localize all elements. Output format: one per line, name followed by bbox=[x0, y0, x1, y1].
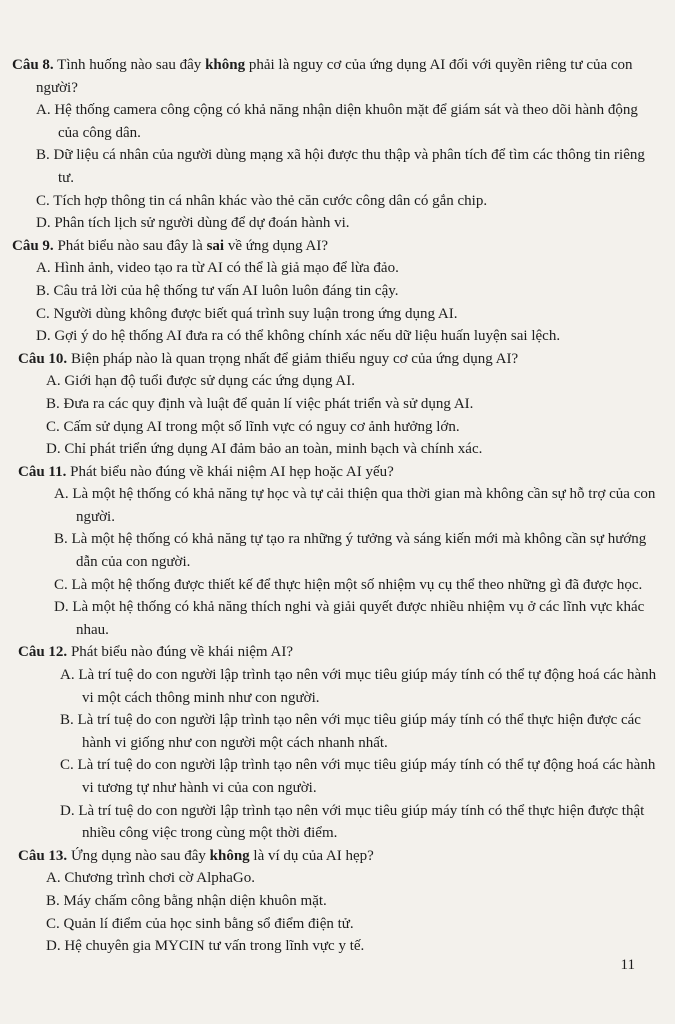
question-number: Câu 10. bbox=[18, 350, 68, 367]
question-8 bbox=[12, 54, 662, 235]
stem-text: Ứng dụng nào sau đây bbox=[67, 847, 210, 864]
option-b: B. Là một hệ thống có khả năng tự tạo ra những ý tưởng và sáng kiến mới mà không cần sự hướng dẫn của con người. bbox=[54, 531, 647, 571]
question-11 bbox=[12, 461, 662, 642]
option-a: A. Hình ảnh, video tạo ra từ AI có thể là giả mạo để lừa đảo. bbox=[36, 260, 399, 277]
stem-text: Phát biểu nào đúng về khái niệm AI hẹp hoặc AI yếu? bbox=[66, 463, 394, 480]
stem-text: Phát biểu nào đúng về khái niệm AI? bbox=[67, 644, 293, 661]
option-d: D. Là trí tuệ do con người lập trình tạo nên với mục tiêu giúp máy tính có thể thực hiện được thật nhiều công việc trong cùng một thời điểm. bbox=[60, 802, 645, 842]
option-a: A. Hệ thống camera công cộng có khả năng nhận diện khuôn mặt để giám sát và theo dõi hành động của công dân. bbox=[36, 102, 638, 141]
question-number: Câu 12. bbox=[18, 644, 68, 661]
option-c: C. Người dùng không được biết quá trình suy luận trong ứng dụng AI. bbox=[36, 305, 458, 322]
option-d: D. Gợi ý do hệ thống AI đưa ra có thể không chính xác nếu dữ liệu huấn luyện sai lệch. bbox=[36, 328, 561, 345]
question-number: Câu 13. bbox=[18, 847, 68, 864]
option-d: D. Là một hệ thống có khả năng thích nghi và giải quyết được nhiều nhiệm vụ ở các lĩnh vực khác nhau. bbox=[54, 599, 645, 638]
stem-text: Biện pháp nào là quan trọng nhất để giảm thiểu nguy cơ của ứng dụng AI? bbox=[67, 350, 519, 367]
stem-text: Tình huống nào sau đây bbox=[53, 57, 206, 73]
page-number: 11 bbox=[620, 957, 635, 973]
question-13 bbox=[12, 845, 662, 958]
option-a: A. Là trí tuệ do con người lập trình tạo nên với mục tiêu giúp máy tính có thể tự động hoá các hành vi một cách thông minh như con người. bbox=[60, 667, 657, 706]
option-d: D. Chỉ phát triển ứng dụng AI đảm bảo an toàn, minh bạch và chính xác. bbox=[46, 441, 483, 458]
question-10 bbox=[12, 348, 662, 461]
question-stem bbox=[12, 235, 662, 258]
stem-bold: không bbox=[209, 847, 250, 864]
question-stem bbox=[12, 54, 662, 99]
question-9 bbox=[12, 235, 662, 348]
question-stem bbox=[12, 461, 662, 484]
option-d: D. Hệ chuyên gia MYCIN tư vấn trong lĩnh vực y tế. bbox=[46, 938, 365, 955]
option-a: A. Chương trình chơi cờ AlphaGo. bbox=[46, 870, 255, 887]
option-c: C. Là một hệ thống được thiết kế để thực hiện một số nhiệm vụ cụ thể theo những gì đã được học. bbox=[54, 576, 643, 593]
question-stem bbox=[12, 845, 662, 868]
option-d: D. Phân tích lịch sử người dùng để dự đoán hành vi. bbox=[36, 215, 350, 232]
stem-bold: sai bbox=[206, 237, 225, 254]
stem-text: phải là nguy cơ của ứng dụng AI đối với quyền riêng tư của con người? bbox=[36, 57, 633, 96]
question-stem bbox=[12, 641, 662, 664]
option-b: B. Câu trả lời của hệ thống tư vấn AI luôn luôn đáng tin cậy. bbox=[36, 282, 399, 299]
question-stem bbox=[12, 348, 662, 371]
option-c: C. Quản lí điểm của học sinh bằng sổ điểm điện tử. bbox=[46, 915, 354, 932]
option-a: A. Giới hạn độ tuổi được sử dụng các ứng dụng AI. bbox=[46, 373, 355, 390]
question-list bbox=[12, 54, 662, 958]
option-b: B. Máy chấm công bằng nhận diện khuôn mặt. bbox=[46, 892, 327, 909]
question-number: Câu 8. bbox=[12, 57, 54, 73]
stem-text: là ví dụ của AI hẹp? bbox=[249, 847, 374, 864]
question-number: Câu 11. bbox=[18, 463, 67, 480]
option-c: C. Là trí tuệ do con người lập trình tạo nên với mục tiêu giúp máy tính có thể tự động hoá các hành vi tương tự như hành vi của con người. bbox=[60, 757, 656, 796]
question-12 bbox=[12, 641, 662, 844]
stem-text: Phát biểu nào sau đây là bbox=[53, 237, 207, 254]
option-c: C. Cấm sử dụng AI trong một số lĩnh vực có nguy cơ ảnh hưởng lớn. bbox=[46, 418, 460, 435]
option-b: B. Đưa ra các quy định và luật để quản lí việc phát triển và sử dụng AI. bbox=[46, 395, 474, 412]
option-b: B. Là trí tuệ do con người lập trình tạo nên với mục tiêu giúp máy tính có thể thực hiện được các hành vi giống như con người một cách nhanh nhất. bbox=[60, 712, 641, 751]
option-b: B. Dữ liệu cá nhân của người dùng mạng xã hội được thu thập và phân tích để tìm các thông tin riêng tư. bbox=[36, 147, 645, 186]
question-number: Câu 9. bbox=[12, 237, 54, 254]
option-a: A. Là một hệ thống có khả năng tự học và tự cải thiện qua thời gian mà không cần sự hỗ trợ của con người. bbox=[54, 486, 656, 525]
stem-text: về ứng dụng AI? bbox=[224, 237, 329, 254]
stem-bold: không bbox=[205, 57, 246, 73]
option-c: C. Tích hợp thông tin cá nhân khác vào thẻ căn cước công dân có gắn chip. bbox=[36, 192, 488, 209]
